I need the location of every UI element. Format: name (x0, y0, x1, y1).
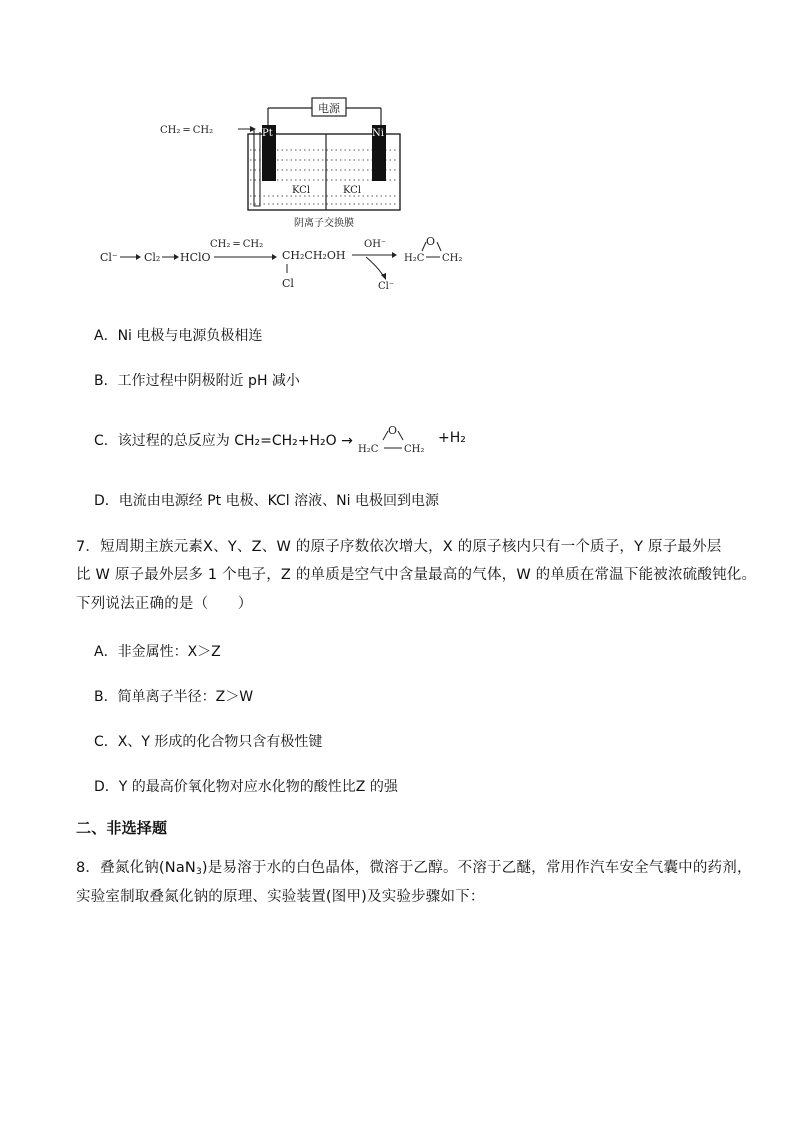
ethylene-label: CH₂ ═ CH₂ (160, 125, 214, 136)
q8-line1-sub: 3 (195, 867, 202, 877)
q6-epoxide-oxygen: O (388, 424, 398, 437)
ethylene-reagent: CH₂ ═ CH₂ (210, 239, 264, 250)
chlorohydrin-cl: Cl (282, 277, 294, 290)
pt-label: Pt (262, 128, 273, 139)
q6-epoxide-structure (354, 422, 434, 458)
hydroxide-ion: OH⁻ (364, 239, 387, 250)
q7-stem-line-2: 比 W 原子最外层多 1 个电子，Z 的单质是空气中含量最高的气体，W 的单质在常温下能被浓硫酸钝化。 (76, 567, 757, 583)
q6-option-c-prefix: C．该过程的总反应为 CH₂=CH₂+H₂O → (94, 433, 353, 449)
q6-epoxide-right: CH₂ (404, 444, 425, 455)
q8-line1-post: )是易溶于水的白色晶体，微溶于乙醇。不溶于乙醚，常用作汽车安全气囊中的药剂， (201, 860, 752, 876)
q7-option-b: B．简单离子半径：Z＞W (94, 689, 254, 705)
reaction-scheme (96, 233, 476, 293)
q7-stem-line-1: 7．短周期主族元素X、Y、Z、W 的原子序数依次增大，X 的原子核内只有一个质子，Y 原子最外层 (76, 539, 722, 555)
q7-stem-line-3: 下列说法正确的是（ ） (76, 596, 253, 612)
q8-stem-line-1 (76, 856, 752, 877)
epoxide-oxygen: O (426, 235, 436, 248)
electrolysis-diagram (150, 92, 420, 232)
power-label: 电源 (318, 102, 340, 115)
epoxide-right-carbon: CH₂ (442, 253, 463, 264)
q7-option-c: C．X、Y 形成的化合物只含有极性键 (94, 734, 323, 750)
kcl-left-label: KCl (291, 185, 311, 196)
chlorohydrin: CH₂CH₂OH (282, 249, 346, 262)
q6-option-c-suffix: +H₂ (438, 430, 466, 446)
q6-option-a: A．Ni 电极与电源负极相连 (94, 328, 263, 344)
membrane-label: 阴离子交换膜 (294, 218, 354, 229)
kcl-right-label: KCl (342, 185, 362, 196)
chloride-ion: Cl⁻ (100, 251, 118, 264)
q8-stem-line-2: 实验室制取叠氮化钠的原理、实验装置(图甲)及实验步骤如下： (76, 889, 485, 905)
section-title: 二、非选择题 (76, 819, 168, 837)
q6-option-c (94, 430, 353, 450)
q8-line1-pre: 8．叠氮化钠(NaN (76, 860, 196, 876)
chlorine: Cl₂ (144, 251, 161, 264)
epoxide-left-carbon: H₂C (404, 253, 425, 264)
q7-option-d: D．Y 的最高价氧化物对应水化物的酸性比Z 的强 (94, 779, 398, 795)
ni-label: Ni (372, 128, 384, 139)
q7-option-a: A．非金属性：X＞Z (94, 644, 221, 660)
q6-option-b: B．工作过程中阴极附近 pH 减小 (94, 373, 300, 389)
chloride-ion-product: Cl⁻ (378, 281, 395, 292)
q6-epoxide-left: H₂C (358, 444, 379, 455)
q6-option-d: D．电流由电源经 Pt 电极、KCl 溶液、Ni 电极回到电源 (94, 493, 439, 509)
hypochlorous-acid: HClO (180, 251, 211, 264)
